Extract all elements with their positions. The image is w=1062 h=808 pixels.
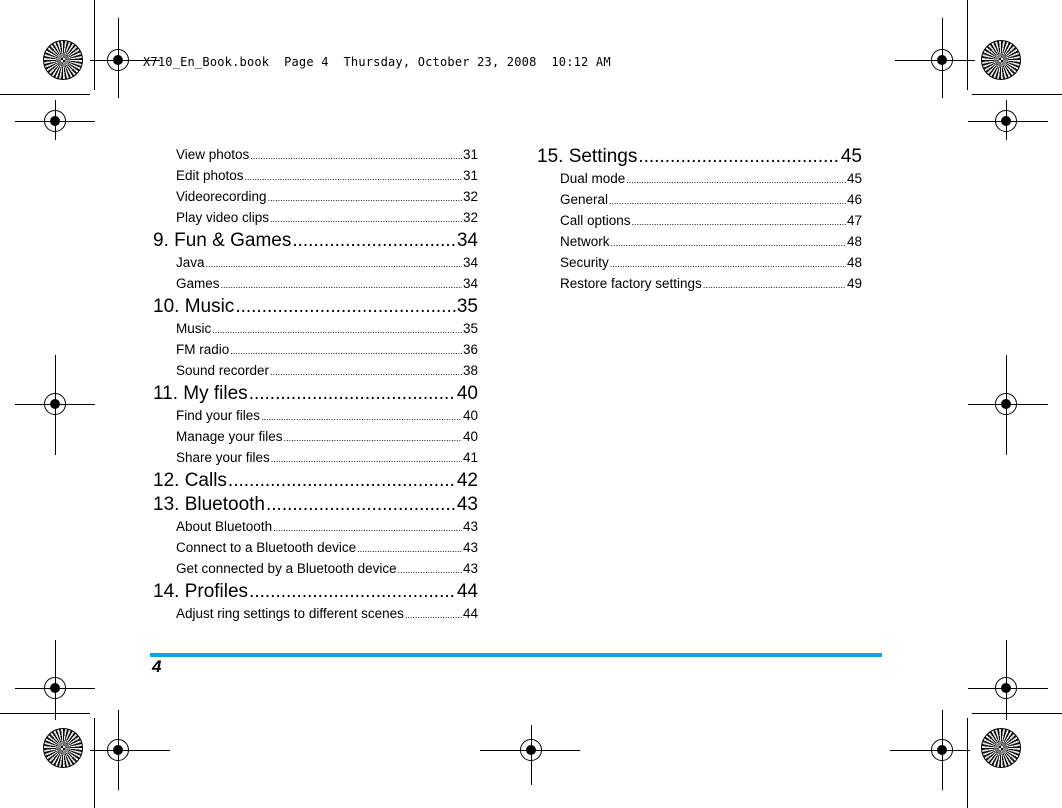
toc-entry-page: 40 [462, 429, 478, 444]
toc-leader-dots [632, 211, 846, 232]
toc-leader-dots [638, 145, 840, 169]
toc-entry-page: 48 [846, 255, 862, 270]
toc-leader-dots [405, 604, 462, 625]
toc-section-entry[interactable] [153, 187, 478, 208]
toc-section-entry[interactable] [153, 208, 478, 229]
toc-entry-label: Share your files [176, 450, 270, 465]
toc-chapter-entry[interactable] [153, 469, 478, 493]
toc-entry-label: Play video clips [176, 210, 270, 225]
toc-leader-dots [611, 232, 846, 253]
toc-entry-page: 32 [462, 210, 478, 225]
toc-leader-dots [398, 559, 462, 580]
toc-section-entry[interactable] [537, 211, 862, 232]
registration-target-icon [44, 677, 66, 699]
toc-leader-dots [235, 295, 456, 319]
toc-entry-label: Find your files [176, 408, 261, 423]
toc-leader-dots [250, 145, 462, 166]
toc-leader-dots [284, 427, 462, 448]
toc-entry-label: Call options [560, 213, 631, 228]
toc-entry-label: 10. Music [153, 296, 235, 317]
toc-entry-label: Adjust ring settings to different scenes [176, 606, 404, 621]
toc-entry-label: About Bluetooth [176, 519, 273, 534]
toc-section-entry[interactable] [153, 406, 478, 427]
toc-section-entry[interactable] [153, 448, 478, 469]
color-star-target-icon [43, 728, 83, 768]
registration-target-icon [995, 110, 1017, 132]
toc-entry-label: View photos [176, 147, 250, 162]
toc-entry-label: 14. Profiles [153, 581, 249, 602]
toc-leader-dots [266, 493, 456, 517]
toc-entry-label: Manage your files [176, 429, 283, 444]
toc-entry-page: 31 [462, 168, 478, 183]
toc-leader-dots [230, 340, 462, 361]
toc-leader-dots [610, 253, 846, 274]
toc-leader-dots [609, 190, 846, 211]
toc-leader-dots [268, 187, 462, 208]
color-star-target-icon [981, 40, 1021, 80]
toc-entry-page: 42 [456, 470, 478, 491]
registration-target-icon [44, 393, 66, 415]
toc-entry-page: 45 [846, 171, 862, 186]
toc-entry-label: Music [176, 321, 212, 336]
toc-leader-dots [221, 274, 462, 295]
toc-entry-label: Java [176, 255, 205, 270]
print-header-stamp: X710_En_Book.book Page 4 Thursday, October 23, 2008 10:12 AM [143, 55, 611, 69]
registration-target-icon [931, 739, 953, 761]
toc-entry-label: 12. Calls [153, 470, 227, 491]
toc-section-entry[interactable] [153, 604, 478, 625]
toc-leader-dots [249, 382, 456, 406]
toc-entry-page: 43 [462, 540, 478, 555]
toc-entry-page: 44 [456, 581, 478, 602]
toc-section-entry[interactable] [153, 427, 478, 448]
toc-entry-page: 34 [462, 276, 478, 291]
toc-entry-page: 43 [462, 519, 478, 534]
toc-leader-dots [292, 229, 456, 253]
toc-chapter-entry[interactable] [153, 493, 478, 517]
toc-entry-label: FM radio [176, 342, 230, 357]
toc-section-entry[interactable] [153, 145, 478, 166]
toc-entry-label: Network [560, 234, 610, 249]
toc-entry-page: 34 [462, 255, 478, 270]
toc-section-entry[interactable] [537, 253, 862, 274]
toc-leader-dots [245, 166, 462, 187]
toc-entry-page: 40 [462, 408, 478, 423]
toc-entry-page: 43 [456, 494, 478, 515]
toc-entry-label: Dual mode [560, 171, 626, 186]
toc-section-entry[interactable] [537, 190, 862, 211]
toc-leader-dots [228, 469, 456, 493]
toc-leader-dots [261, 406, 462, 427]
toc-entry-label: 13. Bluetooth [153, 494, 265, 515]
toc-chapter-entry[interactable] [153, 382, 478, 406]
color-star-target-icon [981, 728, 1021, 768]
toc-entry-label: Sound recorder [176, 363, 270, 378]
toc-entry-page: 41 [462, 450, 478, 465]
toc-section-entry[interactable] [153, 538, 478, 559]
toc-leader-dots [206, 253, 462, 274]
toc-chapter-entry[interactable] [153, 295, 478, 319]
toc-section-entry[interactable] [153, 253, 478, 274]
toc-section-entry[interactable] [153, 274, 478, 295]
toc-leader-dots [270, 208, 462, 229]
toc-entry-page: 35 [462, 321, 478, 336]
toc-entry-page: 31 [462, 147, 478, 162]
color-star-target-icon [43, 40, 83, 80]
toc-section-entry[interactable] [153, 517, 478, 538]
toc-entry-page: 46 [846, 192, 862, 207]
toc-entry-page: 40 [456, 383, 478, 404]
toc-leader-dots [703, 274, 846, 295]
toc-entry-label: General [560, 192, 609, 207]
toc-leader-dots [249, 580, 456, 604]
toc-chapter-entry[interactable] [153, 580, 478, 604]
toc-entry-label: 15. Settings [537, 146, 638, 167]
toc-section-entry[interactable] [153, 166, 478, 187]
toc-entry-label: Get connected by a Bluetooth device [176, 561, 397, 576]
toc-entry-label: 9. Fun & Games [153, 230, 292, 251]
toc-chapter-entry[interactable] [153, 229, 478, 253]
toc-entry-page: 48 [846, 234, 862, 249]
toc-leader-dots [273, 517, 462, 538]
toc-leader-dots [626, 169, 846, 190]
toc-leader-dots [270, 361, 462, 382]
toc-entry-page: 49 [846, 276, 862, 291]
toc-section-entry[interactable] [537, 274, 862, 295]
toc-section-entry[interactable] [153, 340, 478, 361]
registration-target-icon [520, 739, 542, 761]
registration-target-icon [995, 677, 1017, 699]
toc-section-entry[interactable] [537, 169, 862, 190]
toc-entry-page: 45 [840, 146, 862, 167]
toc-left-column [153, 145, 478, 625]
toc-entry-label: Restore factory settings [560, 276, 702, 291]
toc-entry-page: 34 [456, 230, 478, 251]
toc-entry-label: Games [176, 276, 220, 291]
toc-chapter-entry[interactable] [537, 145, 862, 169]
toc-leader-dots [271, 448, 462, 469]
registration-target-icon [107, 49, 129, 71]
footer-rule [150, 653, 882, 657]
toc-section-entry[interactable] [537, 232, 862, 253]
toc-entry-label: Edit photos [176, 168, 244, 183]
toc-section-entry[interactable] [153, 361, 478, 382]
registration-target-icon [995, 393, 1017, 415]
toc-entry-page: 38 [462, 363, 478, 378]
toc-entry-page: 35 [456, 296, 478, 317]
toc-section-entry[interactable] [153, 319, 478, 340]
registration-target-icon [44, 110, 66, 132]
toc-entry-page: 47 [846, 213, 862, 228]
toc-leader-dots [357, 538, 462, 559]
page-number: 4 [152, 657, 162, 676]
toc-entry-label: Videorecording [176, 189, 267, 204]
toc-right-column [537, 145, 862, 295]
toc-entry-label: Security [560, 255, 609, 270]
registration-target-icon [931, 49, 953, 71]
registration-target-icon [107, 739, 129, 761]
toc-entry-page: 44 [462, 606, 478, 621]
toc-entry-page: 36 [462, 342, 478, 357]
toc-section-entry[interactable] [153, 559, 478, 580]
toc-entry-label: Connect to a Bluetooth device [176, 540, 357, 555]
toc-entry-page: 43 [462, 561, 478, 576]
toc-leader-dots [212, 319, 462, 340]
toc-entry-page: 32 [462, 189, 478, 204]
toc-entry-label: 11. My files [153, 383, 248, 404]
